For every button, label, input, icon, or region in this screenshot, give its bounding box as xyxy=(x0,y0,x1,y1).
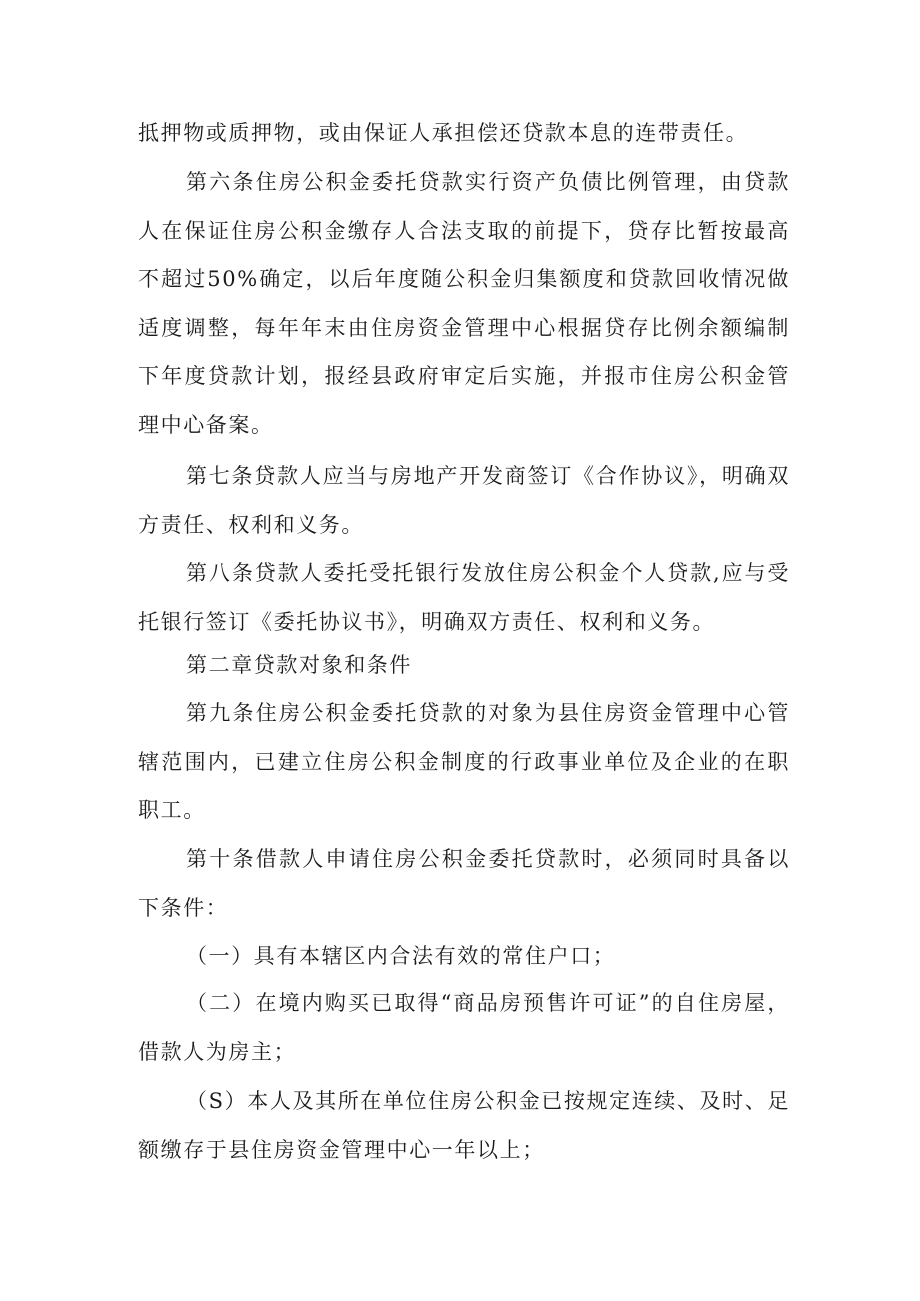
list-item-condition-2: （二）在境内购买已取得“商品房预售许可证”的自住房屋，借款人为房主； xyxy=(138,991,790,1064)
chapter-heading: 第二章贷款对象和条件 xyxy=(186,653,412,677)
paragraph-article-10: 第十条借款人申请住房公积金委托贷款时，必须同时具备以下条件： xyxy=(138,847,790,920)
list-item-condition-1: （一）具有本辖区内合法有效的常住户口； xyxy=(186,944,616,968)
paragraph-article-9: 第九条住房公积金委托贷款的对象为县住房资金管理中心管辖范围内，已建立住房公积金制度的行政事业单位及企业的在职职工。 xyxy=(138,701,790,822)
paragraph-article-8: 第八条贷款人委托受托银行发放住房公积金个人贷款,应与受托银行签订《委托协议书》，明确双方责任、权利和义务。 xyxy=(138,561,790,634)
paragraph-article-6: 第六条住房公积金委托贷款实行资产负债比例管理，由贷款人在保证住房公积金缴存人合法支取的前提下，贷存比暂按最高不超过50%确定，以后年度随公积金归集额度和贷款回收情况做适度调整，每年年末由住房资金管理中心根据贷存比例余额编制下年度贷款计划，报经县政府审定后实施，并报市住房公积金管理中心备案。 xyxy=(138,170,790,437)
paragraph-article-7: 第七条贷款人应当与房地产开发商签订《合作协议》，明确双方责任、权利和义务。 xyxy=(138,464,790,537)
list-item-condition-3: （S）本人及其所在单位住房公积金已按规定连续、及时、足额缴存于县住房资金管理中心一年以上； xyxy=(138,1089,790,1162)
paragraph-continuation: 抵押物或质押物，或由保证人承担偿还贷款本息的连带责任。 xyxy=(138,121,749,145)
